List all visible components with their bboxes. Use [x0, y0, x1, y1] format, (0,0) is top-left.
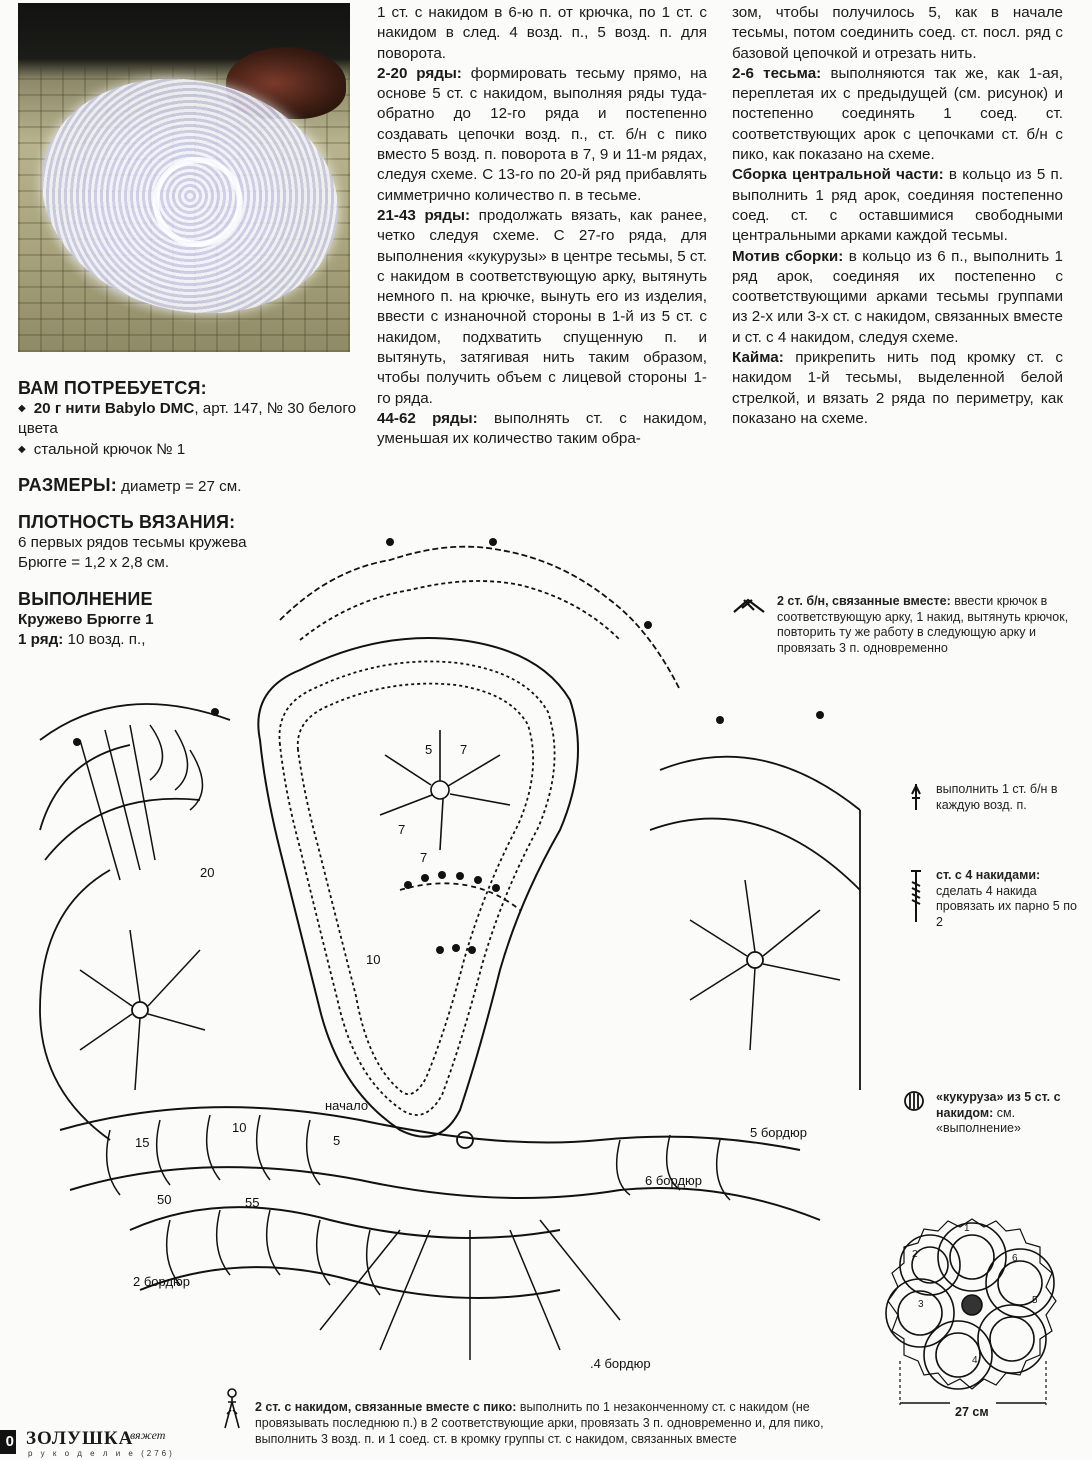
legend-popcorn: «кукуруза» из 5 ст. с накидом: см. «выполнение» — [902, 1090, 1087, 1137]
label-border-5: 5 бордюр — [750, 1125, 808, 1140]
label-row: 7 — [460, 742, 468, 757]
instruction-paragraph: Сборка центральной части: в кольцо из 5 п. выполнить 1 ряд арок, соединяя постепенно соед. ст. с оставшимися свободными центральными арками каждой тесьмы. — [732, 166, 1064, 245]
requirements-title: ВАМ ПОТРЕБУЕТСЯ: — [18, 378, 207, 398]
dc2tog-picot-symbol-icon — [223, 1388, 241, 1430]
assembly-diagram-drawing — [880, 1205, 1065, 1415]
execution-row1: 1 ряд: 10 возд. п., — [18, 631, 146, 649]
label-row: 7 — [420, 850, 428, 865]
label-row: 7 — [398, 822, 406, 837]
mini-number: 3 — [918, 1299, 924, 1310]
mini-number: 6 — [1012, 1253, 1018, 1264]
label-row: 5 — [333, 1133, 341, 1148]
instructions-column-2 — [377, 3, 707, 450]
execution-subtitle: Кружево Брюгге 1 — [18, 610, 154, 628]
legend-sc2tog: 2 ст. б/н, связанные вместе: ввести крючок в соответствующую арку, 1 накид, вытянуть крючок, повторить ту же работу в следующую арку и провязать 3 п. одновременно — [732, 594, 1082, 656]
instruction-paragraph: 21-43 ряды: продолжать вязать, как ранее, четко следуя схеме. С 27-го ряда, для выполнения «кукурузы» в центре тесьмы, 5 ст. с накидом в соответствующую арку, вытянуть немного п. на крючке, вынуть его из изделия, ввести с изнаночной стороны в 1-й из 5 ст. с накидом, подхватить спущенную п. и вытянуть, затягивая нить таким образом, чтобы получить объем с лицевой стороны 1-го ряда. — [377, 206, 707, 407]
dtr4-symbol-icon — [910, 868, 922, 924]
mini-number: 1 — [964, 1223, 970, 1234]
instruction-paragraph: 44-62 ряды: выполнять ст. с накидом, уменьшая их количество таким обра- — [377, 409, 708, 448]
instruction-paragraph: 2-6 тесьма: выполняются так же, как 1-ая, переплетая их с предыдущей (см. рисунок) и постепенно соединять 1 соед. ст. соответствующих арок с цепочками ст. б/н с пико, как показано на схеме. — [732, 64, 1063, 164]
label-start: начало — [325, 1098, 369, 1113]
instruction-paragraph: 2-20 ряды: формировать тесьму прямо, на основе 5 ст. с накидом, выполняя ряды туда-обратно до 12-го ряда и постепенно создавать цепочки возд. п., ст. б/н с пико вместо 5 возд. п. поворота в 7, 9 и 11-м рядах, следуя схеме. С 13-го по 20-й ряд прибавлять симметрично количество п. в тесьме. — [377, 64, 707, 204]
label-row: 10 — [232, 1120, 247, 1135]
label-border-6: 6 бордюр — [645, 1173, 703, 1188]
instruction-paragraph: Мотив сборки: в кольцо из 6 п., выполнить 1 ряд арок, соединяя их постепенно с соответствующими арками тесьмы группами из 2-х или 3-х ст. с накидом, связанных вместе и ст. с 4 накидом, следуя схеме. — [732, 247, 1063, 346]
magazine-issue: р у к о д е л и е (276) — [28, 1449, 175, 1458]
execution-title: ВЫПОЛНЕНИЕ — [18, 588, 153, 609]
instructions-column-3 — [732, 3, 1063, 429]
instruction-paragraph: Кайма: прикрепить нить под кромку ст. с накидом 1-й тесьмы, выделенной белой стрелкой, и вязать 2 ряда по периметру, как показано на схеме. — [732, 349, 1063, 427]
instruction-paragraph: 1 ст. с накидом в 6-ю п. от крючка, по 1 ст. с накидом в след. 4 возд. п., 5 возд. п. для поворота. — [377, 4, 707, 62]
assembly-dimension: 27 см — [955, 1405, 989, 1419]
mini-number: 2 — [912, 1249, 918, 1260]
crochet-chart — [0, 530, 880, 1390]
legend-dtr4: ст. с 4 накидами: сделать 4 накида провязать их парно 5 по 2 — [910, 868, 1085, 930]
assembly-diagram — [880, 1205, 1065, 1415]
page-number: 0 — [0, 1430, 16, 1454]
requirement-item: ◆ стальной крючок № 1 — [18, 440, 358, 460]
label-row: 10 — [366, 952, 381, 967]
magazine-logo: ЗОЛУШКА — [26, 1428, 134, 1449]
doily-photo — [18, 3, 350, 352]
requirement-item: ◆ 20 г нити Babylo DMC, арт. 147, № 30 белого цвета — [18, 399, 358, 440]
gauge-title: ПЛОТНОСТЬ ВЯЗАНИЯ: — [18, 512, 236, 533]
label-row: 5 — [425, 742, 433, 757]
legend-sc-each: выполнить 1 ст. б/н в каждую возд. п. — [910, 782, 1085, 813]
sc-symbol-icon — [910, 782, 922, 812]
crochet-chart-drawing — [0, 530, 880, 1390]
popcorn-symbol-icon — [902, 1090, 926, 1112]
instruction-paragraph: зом, чтобы получилось 5, как в начале тесьмы, потом соединить соед. ст. посл. ряд с базовой цепочкой и отрезать нить. — [732, 4, 1063, 62]
gauge-line: 6 первых рядов тесьмы кружева — [18, 534, 247, 552]
label-row: 15 — [135, 1135, 150, 1150]
label-row: 20 — [200, 865, 215, 880]
sc2tog-symbol-icon — [732, 596, 768, 616]
mini-number: 5 — [1032, 1295, 1038, 1306]
label-row: 55 — [245, 1195, 260, 1210]
label-border-4: .4 бордюр — [590, 1356, 651, 1371]
label-row: 50 — [157, 1192, 172, 1207]
label-border-2: 2 бордюр — [133, 1274, 191, 1289]
legend-dc2tog-picot: 2 ст. с накидом, связанные вместе с пико: выполнить по 1 незаконченному ст. с накидом (не провязывать последнюю п.) в 2 соответствующие арки, провязать 3 п. одновременно и, для пико, выполнить 3 возд. п. и 1 соед. ст. в кромку группы ст. с накидом, связанных вместе — [255, 1400, 825, 1447]
gauge-line: Брюгге = 1,2 х 2,8 см. — [18, 554, 170, 572]
magazine-logo-sub: вяжет — [130, 1428, 166, 1442]
mini-number: 4 — [972, 1355, 978, 1366]
sizes-line: РАЗМЕРЫ: диаметр = 27 см. — [18, 474, 242, 495]
